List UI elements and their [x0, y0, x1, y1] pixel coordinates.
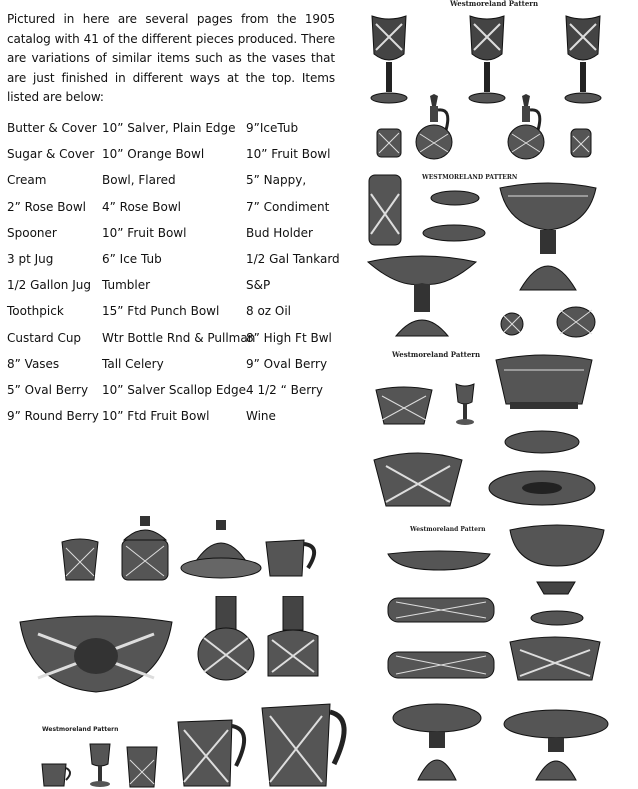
half-gallon-jug-image	[260, 700, 356, 788]
bud-holder-image	[454, 382, 476, 426]
intro-paragraph	[7, 10, 335, 108]
goblet-image	[466, 14, 508, 106]
item-name: Wtr Bottle Rnd & Pullman	[102, 330, 256, 345]
rose-bowl-image	[556, 306, 596, 338]
celery-tray-image	[386, 550, 492, 572]
item-name: 4” Rose Bowl	[102, 199, 181, 214]
item-row	[7, 252, 347, 278]
item-name: 5” Nappy,	[246, 173, 307, 188]
item-name: 1/2 Gal Tankard	[246, 251, 340, 266]
item-name: 9”IceTub	[246, 121, 299, 135]
rose-bowl-image	[500, 312, 524, 336]
orange-bowl-image	[494, 354, 594, 410]
item-name: 10” Orange Bowl	[102, 147, 205, 162]
item-name: 15” Ftd Punch Bowl	[102, 304, 220, 319]
water-bottle-pullman-image	[264, 596, 322, 680]
item-row	[7, 147, 347, 173]
item-name: Wine	[246, 409, 276, 424]
item-name: Toothpick	[7, 304, 64, 319]
round-berry-image	[508, 636, 602, 684]
ice-tub-image	[372, 452, 464, 510]
wine-glass-image	[88, 742, 112, 788]
intro-text: Pictured in here are several pages from the 1905 catalog with 41 of the different pieces produced. There are variations of similar items such as the vases that are just finished in different ways at the top. Items listed are below:	[7, 12, 335, 104]
goblet-image	[562, 14, 604, 106]
catalog-page-2	[362, 170, 638, 340]
three-pint-jug-image	[176, 716, 254, 788]
catalog-page-6	[0, 500, 362, 789]
sugar-cover-image	[118, 516, 172, 582]
item-name: Butter & Cover	[7, 121, 97, 135]
catalog-page-5	[362, 690, 638, 789]
items-list	[7, 121, 347, 435]
custard-cup-image	[40, 762, 74, 788]
item-name: Cream	[7, 173, 47, 188]
item-name: 10” Fruit Bowl	[102, 225, 187, 240]
catalog-page-title: Westmoreland Pattern	[410, 526, 486, 533]
salver-plain-edge-image	[392, 702, 482, 782]
oval-dish-image	[422, 224, 486, 242]
footed-bowl-image	[498, 182, 598, 292]
item-name: 2” Rose Bowl	[7, 199, 86, 214]
punch-bowl-image	[366, 254, 478, 338]
creamer-image	[264, 536, 322, 580]
item-name: Custard Cup	[7, 330, 82, 345]
oil-cruet-image	[414, 94, 456, 160]
oil-cruet-image	[506, 94, 548, 160]
item-name: 5” Oval Berry	[7, 382, 89, 397]
item-name: 6” Ice Tub	[102, 251, 162, 266]
item-name: Tumbler	[102, 278, 151, 293]
catalog-page-3	[362, 344, 638, 516]
tumbler-image	[126, 746, 158, 788]
item-name: 3 pt Jug	[7, 251, 54, 266]
item-row	[7, 278, 347, 304]
spooner-image	[60, 538, 100, 582]
item-row	[7, 173, 347, 199]
catalog-page-title: WESTMORELAND PATTERN	[422, 174, 518, 181]
item-name: 10” Salver Scallop Edge	[102, 382, 247, 397]
item-name: Bowl, Flared	[102, 173, 176, 188]
catalog-page-4	[362, 518, 638, 688]
item-row	[7, 409, 347, 435]
item-name: Tall Celery	[102, 356, 164, 371]
plate-image	[504, 430, 580, 454]
item-name: Spooner	[7, 225, 57, 240]
item-name: 10” Fruit Bowl	[246, 147, 331, 162]
item-name: 7” Condiment	[246, 199, 330, 214]
oval-berry-image	[508, 524, 606, 568]
punch-bowl-image	[18, 614, 174, 694]
bowl-image	[374, 386, 434, 426]
item-row	[7, 200, 347, 226]
round-plate-image	[488, 470, 596, 506]
salver-scallop-edge-image	[502, 708, 610, 782]
item-name: 1/2 Gallon Jug	[7, 278, 91, 293]
catalog-page-1	[362, 0, 638, 168]
celery-tray-image	[386, 650, 496, 680]
celery-vase-image	[368, 174, 402, 246]
item-name: S&P	[246, 278, 271, 293]
item-name: 10” Salver, Plain Edge	[102, 121, 236, 135]
item-row	[7, 121, 347, 147]
item-row	[7, 331, 347, 357]
item-name: 10” Ftd Fruit Bowl	[102, 409, 210, 424]
oval-dish-image	[430, 190, 480, 206]
celery-tray-image	[386, 596, 496, 624]
item-row	[7, 357, 347, 383]
butter-cover-image	[180, 520, 262, 582]
catalog-page-title: Westmoreland Pattern	[42, 726, 119, 733]
water-bottle-round-image	[196, 596, 256, 682]
item-name: 8” High Ft Bwl	[246, 330, 332, 345]
catalog-page-title: Westmoreland Pattern	[450, 0, 539, 8]
salt-shaker-image	[570, 128, 592, 158]
catalog-page-title: Westmoreland Pattern	[392, 350, 481, 359]
item-row	[7, 226, 347, 252]
item-row	[7, 304, 347, 330]
item-name: 8” Vases	[7, 356, 60, 371]
berry-dish-image	[530, 610, 584, 626]
item-row	[7, 383, 347, 409]
item-name: 4 1/2 “ Berry	[246, 382, 323, 397]
item-name: 8 oz Oil	[246, 304, 292, 319]
nappy-image	[536, 580, 576, 596]
item-name: 9” Round Berry	[7, 409, 99, 424]
item-name: Bud Holder	[246, 225, 313, 240]
goblet-image	[368, 14, 410, 106]
item-name: Sugar & Cover	[7, 147, 95, 162]
item-name: 9” Oval Berry	[246, 356, 328, 371]
toothpick-image	[376, 128, 402, 158]
